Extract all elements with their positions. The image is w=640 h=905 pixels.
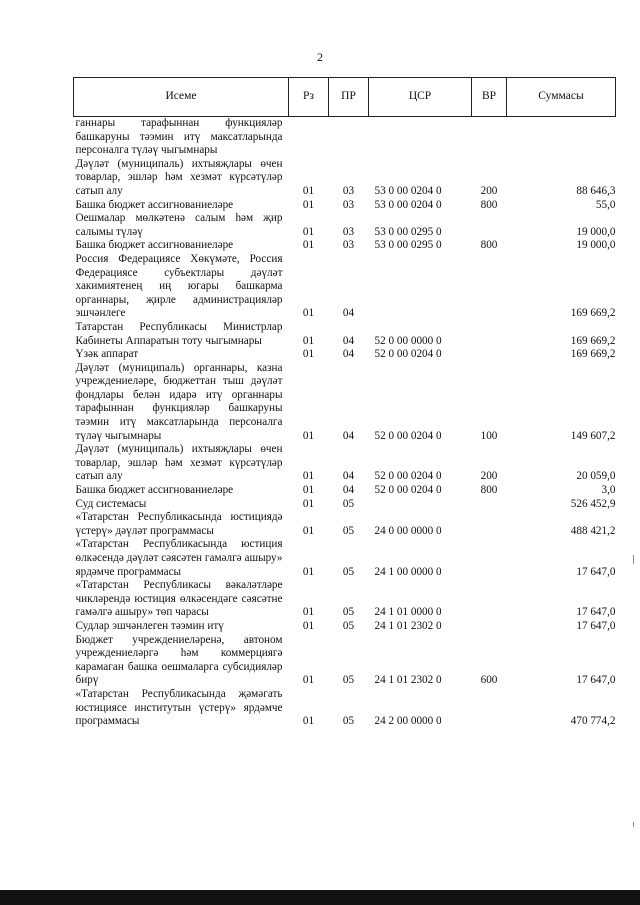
cell-sum: 488 421,2 [570, 524, 616, 537]
cell-csr [369, 498, 472, 512]
table-row [74, 688, 616, 729]
cell-sum: 55,0 [595, 198, 616, 211]
cell-csr: 53 0 00 0204 0 [374, 184, 442, 197]
cell-vr [472, 538, 507, 579]
header-rz: Рз [289, 78, 329, 117]
cell-pr: 05 [342, 619, 355, 632]
cell-vr [472, 511, 507, 538]
table-row [74, 239, 616, 253]
cell-rz: 01 [302, 198, 315, 211]
cell-sum: 20 059,0 [576, 470, 616, 483]
cell-csr: 52 0 00 0000 0 [374, 334, 442, 347]
cell-csr: 52 0 00 0204 0 [374, 470, 442, 483]
table-row [74, 212, 616, 239]
cell-pr: 04 [342, 348, 355, 361]
table-row [74, 158, 616, 199]
cell-rz: 01 [302, 715, 315, 728]
cell-csr: 24 1 01 0000 0 [374, 606, 442, 619]
cell-sum: 169 669,2 [570, 307, 616, 320]
cell-name: «Татарстан Республикасында җәмәгать юстициясе институтын үстерү» ярдәмче программасы [75, 687, 283, 728]
cell-name: Судлар эшчәнлеген тәэмин итү [75, 619, 224, 632]
header-sum: Суммасы [507, 78, 616, 117]
page-number: 2 [317, 50, 323, 64]
cell-name: Башка бюджет ассигнованиеләре [75, 239, 234, 252]
cell-vr: 200 [480, 470, 498, 483]
cell-vr: 800 [480, 198, 498, 211]
cell-rz: 01 [302, 470, 315, 483]
table-row [74, 484, 616, 498]
cell-csr: 53 0 00 0295 0 [374, 239, 442, 252]
cell-pr: 04 [342, 470, 355, 483]
cell-name: Татарстан Республикасы Министрлар Кабинеты Аппаратын тоту чыгымнары [75, 320, 283, 347]
cell-pr: 05 [342, 524, 355, 537]
table-row [74, 634, 616, 688]
cell-rz [289, 117, 329, 158]
table-row [74, 579, 616, 620]
table-row [74, 117, 616, 158]
header-pr: ПР [329, 78, 369, 117]
table-row [74, 348, 616, 362]
cell-sum: 17 647,0 [576, 606, 616, 619]
cell-name: Суд системасы [75, 497, 147, 510]
cell-csr: 53 0 00 0204 0 [374, 198, 442, 211]
table-row [74, 253, 616, 321]
cell-pr: 04 [342, 334, 355, 347]
cell-pr: 05 [342, 565, 355, 578]
cell-vr: 800 [480, 239, 498, 252]
cell-vr [472, 117, 507, 158]
cell-sum: 526 452,9 [570, 497, 616, 510]
cell-csr: 52 0 00 0204 0 [374, 429, 442, 442]
cell-vr: 600 [480, 674, 498, 687]
table-body [74, 117, 616, 729]
table-row [74, 538, 616, 579]
cell-csr: 52 0 00 0204 0 [374, 484, 442, 497]
table-row [74, 199, 616, 213]
header-name: Исеме [74, 78, 289, 117]
cell-sum: 17 647,0 [576, 674, 616, 687]
cell-vr [472, 620, 507, 634]
cell-vr [472, 579, 507, 620]
table-row [74, 511, 616, 538]
cell-rz: 01 [302, 225, 315, 238]
table-row [74, 321, 616, 348]
cell-vr [472, 348, 507, 362]
cell-sum: 3,0 [601, 484, 616, 497]
table-row [74, 443, 616, 484]
cell-name: Дәүләт (муниципаль) органнары, казна учреждениеләре, бюджеттан тыш дәүләт фондлары белән идарә итү органнары тарафыннан функцияләр башкаруны тәэмин итү максатларында персоналга түләү чыгымнары [75, 361, 283, 442]
table-row [74, 498, 616, 512]
cell-name: Россия Федерациясе Хөкүмәте, Россия Федерациясе субъектлары дәүләт хакимиятенең иң югары башкарма органнары, җирле администрацияләр эшчәнлеге [75, 252, 283, 320]
cell-pr: 04 [342, 429, 355, 442]
cell-rz: 01 [302, 619, 315, 632]
cell-csr: 24 1 01 2302 0 [374, 619, 442, 632]
cell-pr: 04 [342, 307, 355, 320]
cell-vr [472, 498, 507, 512]
scan-mark [633, 555, 634, 564]
cell-csr: 24 0 00 0000 0 [374, 524, 442, 537]
cell-rz: 01 [302, 565, 315, 578]
cell-rz: 01 [302, 484, 315, 497]
scan-border [0, 890, 640, 905]
cell-csr [369, 253, 472, 321]
cell-pr: 03 [342, 225, 355, 238]
cell-name: «Татарстан Республикасында юстициядә үстерү» дәүләт программасы [75, 511, 283, 537]
cell-rz: 01 [302, 497, 315, 510]
cell-pr: 03 [342, 239, 355, 252]
cell-pr: 05 [342, 497, 355, 510]
cell-rz: 01 [302, 307, 315, 320]
table-row [74, 362, 616, 444]
cell-pr: 05 [342, 715, 355, 728]
cell-vr [472, 212, 507, 239]
cell-csr: 24 1 00 0000 0 [374, 565, 442, 578]
cell-sum: 149 607,2 [570, 429, 616, 442]
cell-name: Башка бюджет ассигнованиеләре [75, 484, 234, 497]
cell-rz: 01 [302, 606, 315, 619]
cell-vr: 800 [480, 484, 498, 497]
cell-name: «Татарстан Республикасында юстиция өлкәсендә дәүләт сәясәтен гамәлгә ашыру» ярдәмче программасы [75, 538, 283, 578]
cell-pr: 05 [342, 674, 355, 687]
cell-sum: 88 646,3 [576, 184, 616, 197]
cell-pr: 05 [342, 606, 355, 619]
cell-rz: 01 [302, 348, 315, 361]
cell-name: ганнары тарафыннан функцияләр башкаруны тәэмин итү максатларында персоналга түләү чыгымнары [75, 117, 283, 157]
cell-name: Бюджет учреждениеләренә, автоном учреждениеләргә һәм коммерциягә карамаган башка оешмаларга субсидияләр бирү [75, 633, 283, 687]
budget-table [73, 77, 616, 729]
cell-rz: 01 [302, 674, 315, 687]
cell-csr: 52 0 00 0204 0 [374, 348, 442, 361]
cell-sum: 17 647,0 [576, 565, 616, 578]
cell-sum: 19 000,0 [576, 225, 616, 238]
cell-rz: 01 [302, 524, 315, 537]
table-row [74, 620, 616, 634]
cell-sum: 169 669,2 [570, 334, 616, 347]
cell-sum: 17 647,0 [576, 619, 616, 632]
cell-pr: 03 [342, 184, 355, 197]
table-header [74, 78, 616, 117]
cell-rz: 01 [302, 429, 315, 442]
cell-pr [329, 117, 369, 158]
cell-csr: 53 0 00 0295 0 [374, 225, 442, 238]
scan-mark [633, 822, 634, 827]
cell-name: Дәүләт (муниципаль) ихтыяҗлары өчен товарлар, эшләр һәм хезмәт күрсәтүләр сатып алу [75, 443, 283, 483]
cell-csr: 24 1 01 2302 0 [374, 674, 442, 687]
cell-csr: 24 2 00 0000 0 [374, 715, 442, 728]
cell-vr: 100 [480, 429, 498, 442]
cell-sum [507, 117, 616, 158]
cell-vr [472, 321, 507, 348]
cell-rz: 01 [302, 334, 315, 347]
header-vr: ВР [472, 78, 507, 117]
cell-name: Дәүләт (муниципаль) ихтыяҗлары өчен товарлар, эшләр һәм хезмәт күрсәтүләр сатып алу [75, 157, 283, 197]
cell-vr [472, 688, 507, 729]
cell-rz: 01 [302, 184, 315, 197]
cell-sum: 169 669,2 [570, 348, 616, 361]
cell-vr [472, 253, 507, 321]
cell-name: Үзәк аппарат [75, 348, 139, 361]
cell-sum: 470 774,2 [570, 715, 616, 728]
header-csr: ЦСР [369, 78, 472, 117]
cell-name: Оешмалар мөлкәтенә салым һәм җир салымы түләү [75, 212, 283, 238]
cell-pr: 04 [342, 484, 355, 497]
cell-name: «Татарстан Республикасы вәкаләтләре чикләрендә юстиция өлкәсендәге сәясәтне гамәлгә ашыру» төп чарасы [75, 579, 283, 619]
cell-sum: 19 000,0 [576, 239, 616, 252]
cell-vr: 200 [480, 184, 498, 197]
cell-rz: 01 [302, 239, 315, 252]
cell-name: Башка бюджет ассигнованиеләре [75, 198, 234, 211]
cell-pr: 03 [342, 198, 355, 211]
cell-csr [369, 117, 472, 158]
